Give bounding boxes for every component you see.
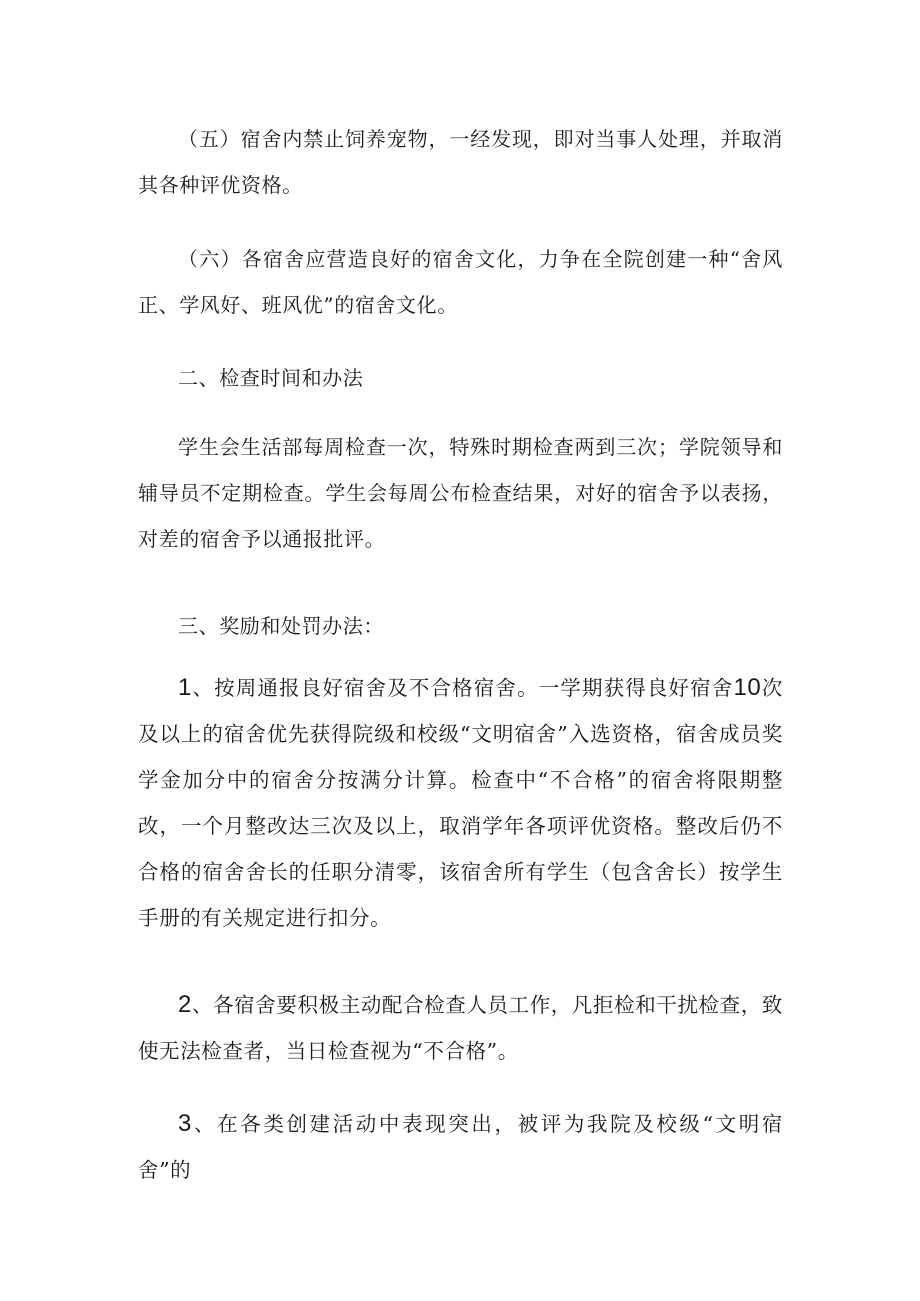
paragraph-inspection-schedule: 学生会生活部每周检查一次，特殊时期检查两到三次；学院领导和辅导员不定期检查。学生会每周公布检查结果，对好的宿舍予以表扬，对差的宿舍予以通报批评。 bbox=[138, 435, 783, 551]
section-heading-rewards: 三、奖励和处罚办法： bbox=[178, 614, 384, 638]
list-item-number: 2 bbox=[178, 991, 192, 1018]
list-item-text: 、在各类创建活动中表现突出，被评为我院及校级“文明宿舍”的 bbox=[138, 1112, 783, 1182]
list-item-3 bbox=[138, 1101, 783, 1193]
list-item-number: 3 bbox=[178, 1110, 192, 1137]
list-item-text: 、按周通报良好宿舍及不合格宿舍。一学期获得良好宿舍 bbox=[191, 676, 734, 700]
list-item-2 bbox=[138, 982, 783, 1074]
count-value: 10 bbox=[733, 674, 762, 701]
paragraph-pets-rule: （五）宿舍内禁止饲养宠物，一经发现，即对当事人处理，并取消其各种评优资格。 bbox=[138, 127, 783, 197]
list-item-text: 、各宿舍要积极主动配合检查人员工作，凡拒检和干扰检查，致使无法检查者，当日检查视为“不合格”。 bbox=[138, 993, 783, 1063]
list-item-1 bbox=[138, 665, 783, 941]
list-item-text-continued: 次及以上的宿舍优先获得院级和校级“文明宿舍”入选资格，宿舍成员奖学金加分中的宿舍分按满分计算。检查中“不合格”的宿舍将限期整改，一个月整改达三次及以上，取消学年各项评优资格。整改后仍不合格的宿舍舍长的任职分清零，该宿舍所有学生（包含舍长）按学生手册的有关规定进行扣分。 bbox=[138, 676, 783, 930]
section-heading-inspection: 二、检查时间和办法 bbox=[178, 366, 364, 390]
paragraph-dorm-culture: （六）各宿舍应营造良好的宿舍文化，力争在全院创建一种“舍风正、学风好、班风优”的宿舍文化。 bbox=[138, 247, 783, 317]
list-item-number: 1 bbox=[178, 674, 192, 701]
